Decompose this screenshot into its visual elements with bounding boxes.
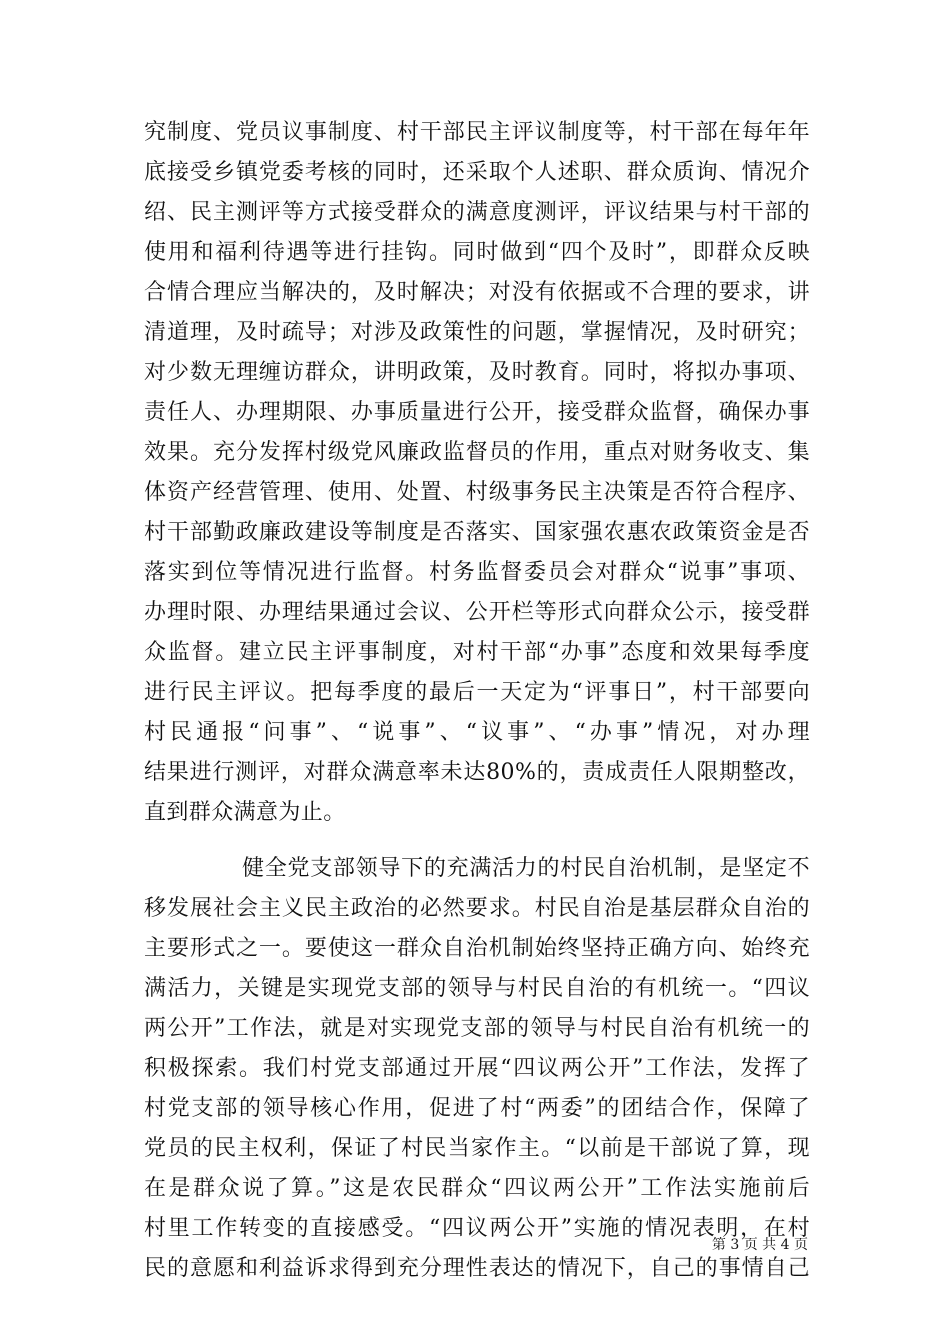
text-line: 在是群众说了算。”这是农民群众“四议两公开”工作法实施前后 [144,1176,810,1201]
text-line: 移发展社会主义民主政治的必然要求。村民自治是基层群众自治的 [144,896,810,921]
text-line: 两公开”工作法，就是对实现党支部的领导与村民自治有机统一的 [144,1016,810,1041]
text-line: 村里工作转变的直接感受。“四议两公开”实施的情况表明，在村 [144,1216,810,1241]
text-line: 众监督。建立民主评事制度，对村干部“办事”态度和效果每季度 [144,640,810,665]
text-line: 民的意愿和利益诉求得到充分理性表达的情况下，自己的事情自己 [144,1256,810,1281]
text-line: 结果进行测评，对群众满意率未达80%的，责成责任人限期整改， [144,760,810,785]
text-line: 体资产经营管理、使用、处置、村级事务民主决策是否符合程序、 [144,480,810,505]
text-line: 落实到位等情况进行监督。村务监督委员会对群众“说事”事项、 [144,560,810,585]
text-line: 村党支部的领导核心作用，促进了村“两委”的团结合作，保障了 [144,1096,810,1121]
paragraph-gap [144,833,810,849]
text-line: 满活力，关键是实现党支部的领导与村民自治的有机统一。“四议 [144,976,810,1001]
text-line: 主要形式之一。要使这一群众自治机制始终坚持正确方向、始终充 [144,936,810,961]
text-line: 使用和福利待遇等进行挂钩。同时做到“四个及时”，即群众反映 [144,240,810,265]
text-line: 进行民主评议。把每季度的最后一天定为“评事日”，村干部要向 [144,680,810,705]
paragraph [144,113,810,833]
paragraph [144,849,810,1289]
text-line: 清道理，及时疏导；对涉及政策性的问题，掌握情况，及时研究； [144,320,810,345]
text-line: 究制度、党员议事制度、村干部民主评议制度等，村干部在每年年 [144,120,810,145]
text-line: 合情合理应当解决的，及时解决；对没有依据或不合理的要求，讲 [144,280,810,305]
text-line: 对少数无理缠访群众，讲明政策，及时教育。同时，将拟办事项、 [144,360,810,385]
page-footer: 第 3 页 共 4 页 [711,1237,808,1253]
text-line: 党员的民主权利，保证了村民当家作主。“以前是干部说了算，现 [144,1136,810,1161]
text-line: 健全党支部领导下的充满活力的村民自治机制，是坚定不 [242,856,810,881]
document-body [144,113,810,1289]
text-line: 村民通报“问事”、“说事”、“议事”、“办事”情况，对办理 [144,720,810,745]
text-line: 责任人、办理期限、办事质量进行公开，接受群众监督，确保办事 [144,400,810,425]
text-line: 绍、民主测评等方式接受群众的满意度测评，评议结果与村干部的 [144,200,810,225]
text-line: 积极探索。我们村党支部通过开展“四议两公开”工作法，发挥了 [144,1056,810,1081]
text-line: 办理时限、办理结果通过会议、公开栏等形式向群众公示，接受群 [144,600,810,625]
text-line: 村干部勤政廉政建设等制度是否落实、国家强农惠农政策资金是否 [144,520,810,545]
text-line: 效果。充分发挥村级党风廉政监督员的作用，重点对财务收支、集 [144,440,810,465]
text-line: 直到群众满意为止。 [144,800,346,825]
text-line: 底接受乡镇党委考核的同时，还采取个人述职、群众质询、情况介 [144,160,810,185]
